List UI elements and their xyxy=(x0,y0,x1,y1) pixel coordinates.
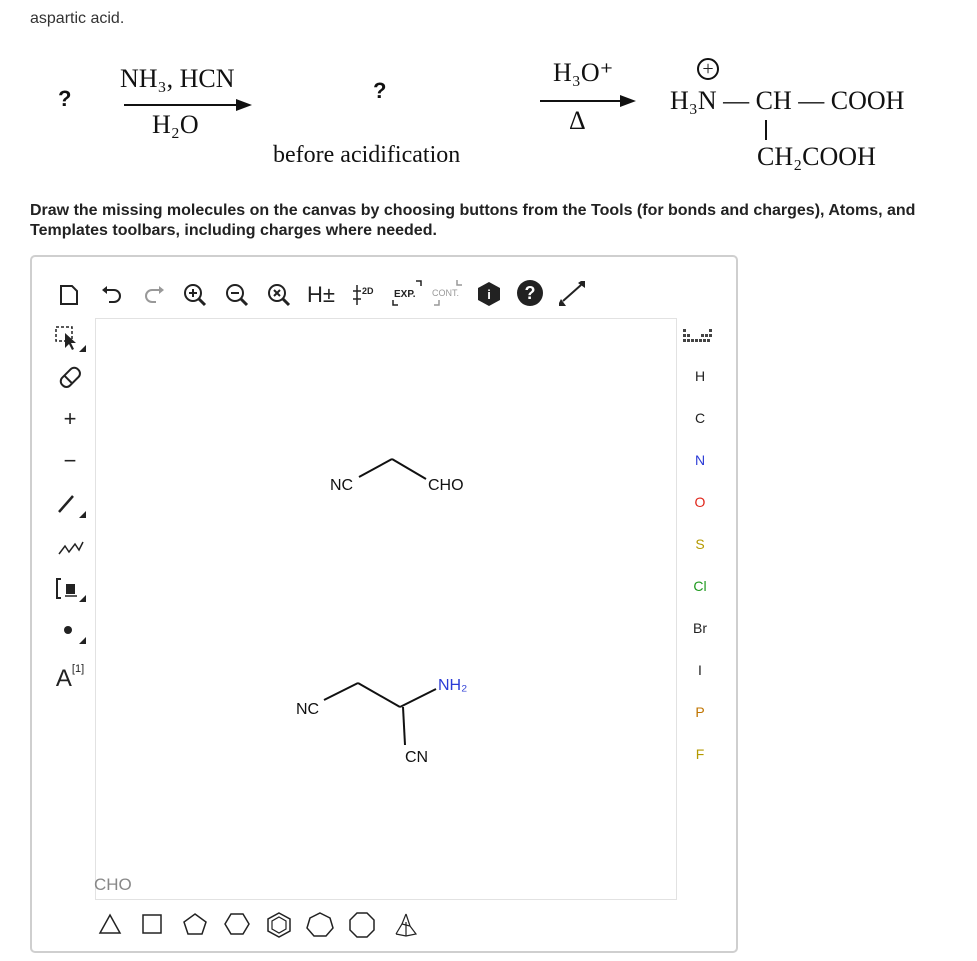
product-line-2: CH₂COOH xyxy=(757,142,876,171)
atom-button-n[interactable]: N xyxy=(694,452,706,468)
fullscreen-icon[interactable] xyxy=(555,280,589,306)
bicyclic-template-icon[interactable] xyxy=(392,912,420,938)
benzene-template-icon[interactable] xyxy=(266,912,292,938)
residual-cho-label: CHO xyxy=(94,875,132,894)
help-label: ? xyxy=(524,283,536,303)
contract-label: CONT. xyxy=(432,288,459,298)
pentagon-template-icon[interactable] xyxy=(182,912,208,936)
atom-label-index: [1] xyxy=(71,663,85,675)
eraser-icon[interactable] xyxy=(52,362,88,392)
expand-button[interactable] xyxy=(390,280,424,306)
product-vertical-bond xyxy=(765,120,767,140)
atom-button-cl[interactable]: Cl xyxy=(693,578,707,594)
square-template-icon[interactable] xyxy=(140,912,164,936)
atom-button-p[interactable]: P xyxy=(695,704,705,720)
single-bond-tool-icon[interactable] xyxy=(52,490,88,520)
mol2-amine-label: NH₂ xyxy=(438,677,468,694)
contract-button[interactable] xyxy=(430,280,466,306)
zoom-out-icon[interactable] xyxy=(222,282,252,308)
zoom-in-icon[interactable] xyxy=(180,282,210,308)
intermediate: ? xyxy=(373,78,387,103)
undo-icon[interactable] xyxy=(98,282,126,308)
bracket-tool-icon[interactable] xyxy=(52,574,88,604)
chain-tool-icon[interactable] xyxy=(52,532,88,562)
toggle-hydrogens-button[interactable]: H± xyxy=(307,282,335,307)
increase-charge-button[interactable]: + xyxy=(63,406,77,431)
cycloheptane-template-icon[interactable] xyxy=(306,912,334,938)
mol1-aldehyde-label: CHO xyxy=(428,477,464,494)
cyclohexane-template-icon[interactable] xyxy=(224,912,250,936)
atom-button-i[interactable]: I xyxy=(698,662,702,678)
atom-button-h[interactable]: H xyxy=(694,368,706,384)
atom-button-br[interactable]: Br xyxy=(693,620,707,636)
intermediate-note: before acidification xyxy=(273,142,461,168)
info-label: i xyxy=(487,287,491,302)
atom-button-o[interactable]: O xyxy=(694,494,706,510)
mol2-cyano-label: CN xyxy=(405,749,429,766)
positive-charge-circle xyxy=(697,58,719,80)
periodic-table-icon[interactable] xyxy=(682,327,714,350)
decrease-charge-button[interactable]: − xyxy=(63,448,77,473)
drawing-canvas[interactable] xyxy=(95,318,677,900)
reagent-top: NH₃, HCN xyxy=(120,64,235,93)
mol1-nitrile-label: NC xyxy=(330,477,354,494)
instructions: Draw the missing molecules on the canvas by choosing buttons from the Tools (for bonds and charges), Atoms, and Templates toolbars, including charges where needed. xyxy=(30,202,916,239)
radical-tool-icon[interactable] xyxy=(52,616,88,646)
atom-button-f[interactable]: F xyxy=(695,746,705,762)
mol2-nitrile-label: NC xyxy=(296,701,320,718)
reagent2-bottom: Δ xyxy=(569,106,586,135)
redo-icon[interactable] xyxy=(140,282,168,308)
atom-label-tool[interactable] xyxy=(52,658,88,692)
reagent-bottom: H₂O xyxy=(152,110,199,139)
atom-label-glyph: A xyxy=(55,665,72,692)
expand-label: EXP. xyxy=(394,289,416,300)
help-icon[interactable] xyxy=(515,280,545,306)
atom-button-s[interactable]: S xyxy=(695,536,705,552)
reagent2-top: H₃O⁺ xyxy=(553,58,614,87)
cyclooctane-template-icon[interactable] xyxy=(348,912,376,938)
clean-2d-button[interactable] xyxy=(350,282,380,308)
selection-tool-icon[interactable] xyxy=(52,324,88,354)
atom-button-c[interactable]: C xyxy=(694,410,706,426)
new-document-icon[interactable] xyxy=(56,282,82,308)
reaction-start: ? xyxy=(58,86,72,111)
charge-sign: + xyxy=(702,58,714,80)
zoom-reset-icon[interactable] xyxy=(264,282,294,308)
product-line-1: H₃N — CH — COOH xyxy=(670,86,905,115)
intro-text: aspartic acid. xyxy=(30,10,125,27)
triangle-template-icon[interactable] xyxy=(98,912,122,936)
clean-2d-label: 2D xyxy=(362,286,374,296)
info-icon[interactable] xyxy=(476,281,502,307)
reaction-arrow-2 xyxy=(540,94,638,108)
